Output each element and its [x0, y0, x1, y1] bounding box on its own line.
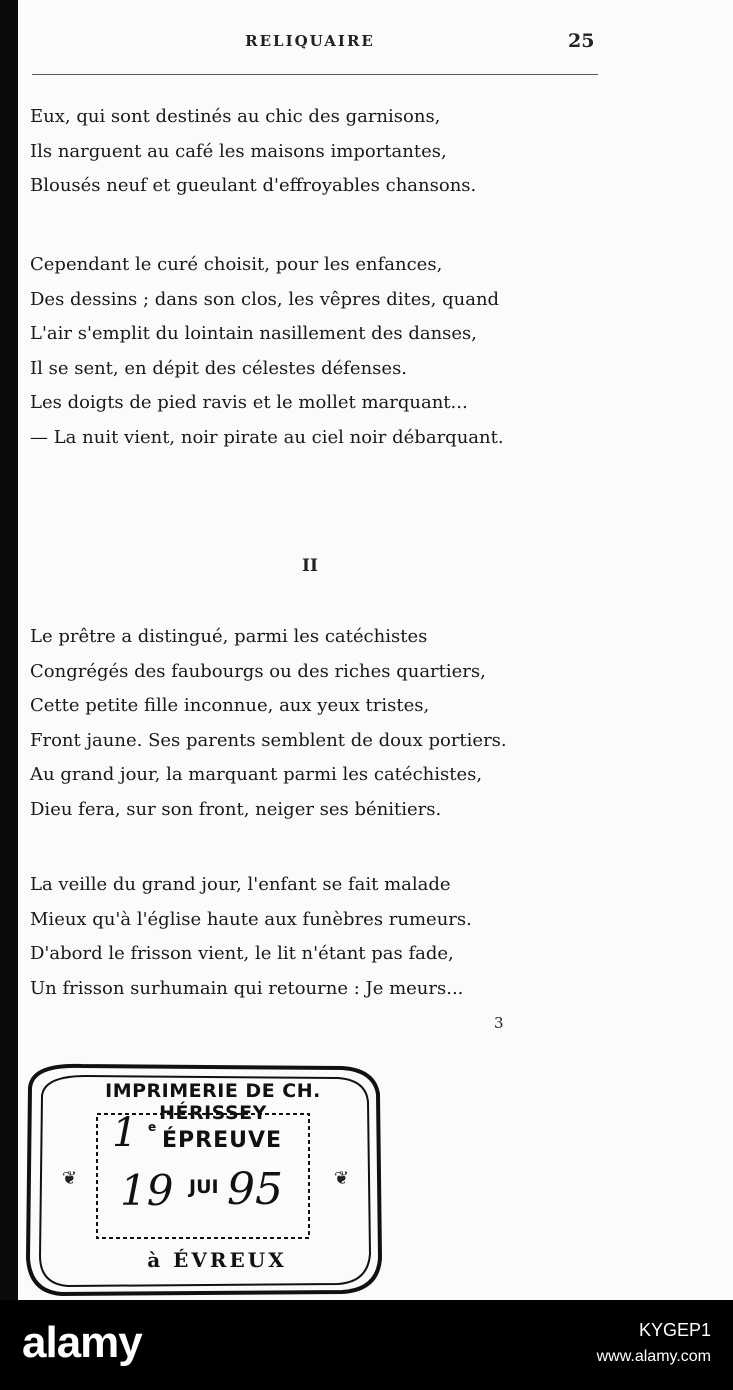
- stamp-proof-suffix: e: [148, 1120, 157, 1134]
- verse-line: L'air s'emplit du lointain nasillement des danses,: [30, 323, 478, 344]
- verse-line: Cette petite fille inconnue, aux yeux tristes,: [30, 695, 430, 716]
- verse-line: Blousés neuf et gueulant d'effroyables chansons.: [30, 175, 477, 196]
- section-number: II: [302, 556, 318, 576]
- stamp-proof-number: 1: [112, 1110, 138, 1156]
- verse-line: Eux, qui sont destinés au chic des garnisons,: [30, 106, 441, 127]
- verse-line: Au grand jour, la marquant parmi les catéchistes,: [30, 764, 483, 785]
- signature-mark: 3: [494, 1014, 504, 1032]
- verse-line: D'abord le frisson vient, le lit n'étant pas fade,: [30, 943, 454, 964]
- verse-line: Il se sent, en dépit des célestes défenses.: [30, 357, 408, 379]
- page-number: 25: [568, 30, 595, 52]
- stamp-day: 19: [120, 1166, 174, 1215]
- watermark-banner: [0, 1300, 733, 1390]
- page-header: [0, 30, 733, 60]
- book-spine-shadow: [0, 0, 18, 1300]
- running-title: RELIQUAIRE: [245, 32, 375, 50]
- verse-line: Front jaune. Ses parents semblent de doux portiers.: [30, 729, 507, 751]
- watermark-url: www.alamy.com: [596, 1348, 711, 1365]
- verse-line: Dieu fera, sur son front, neiger ses bénitiers.: [30, 798, 442, 820]
- stamp-proof-label: ÉPREUVE: [162, 1128, 283, 1153]
- printer-proof-stamp: [22, 1058, 385, 1300]
- stanza-2: [30, 248, 600, 455]
- stamp-year: 95: [227, 1164, 283, 1215]
- stanza-1: [30, 100, 600, 204]
- watermark-logo: alamy: [22, 1318, 142, 1367]
- verse-line: — La nuit vient, noir pirate au ciel noir débarquant.: [30, 426, 504, 448]
- stamp-city: à ÉVREUX: [147, 1248, 287, 1272]
- verse-line: Des dessins ; dans son clos, les vêpres dites, quand: [30, 288, 500, 310]
- stanza-4: [30, 868, 600, 1006]
- stamp-month: JUI: [189, 1176, 219, 1198]
- fleuron-icon: ❦: [62, 1168, 78, 1189]
- verse-line: Cependant le curé choisit, pour les enfances,: [30, 254, 443, 275]
- verse-line: Congrégés des faubourgs ou des riches quartiers,: [30, 660, 486, 682]
- verse-line: Un frisson surhumain qui retourne : Je meurs...: [30, 977, 464, 999]
- verse-line: Mieux qu'à l'église haute aux funèbres rumeurs.: [30, 908, 472, 930]
- verse-line: La veille du grand jour, l'enfant se fait malade: [30, 874, 451, 895]
- verse-line: Le prêtre a distingué, parmi les catéchistes: [30, 626, 428, 647]
- verse-line: Les doigts de pied ravis et le mollet marquant...: [30, 392, 468, 413]
- stanza-3: [30, 620, 600, 827]
- watermark-image-id: KYGEP1: [638, 1320, 711, 1340]
- header-rule: [32, 74, 598, 75]
- verse-line: Ils narguent au café les maisons importantes,: [30, 140, 447, 162]
- fleuron-icon: ❦: [334, 1168, 350, 1189]
- stamp-printer-name: IMPRIMERIE DE CH. HÉRISSEY: [105, 1080, 321, 1124]
